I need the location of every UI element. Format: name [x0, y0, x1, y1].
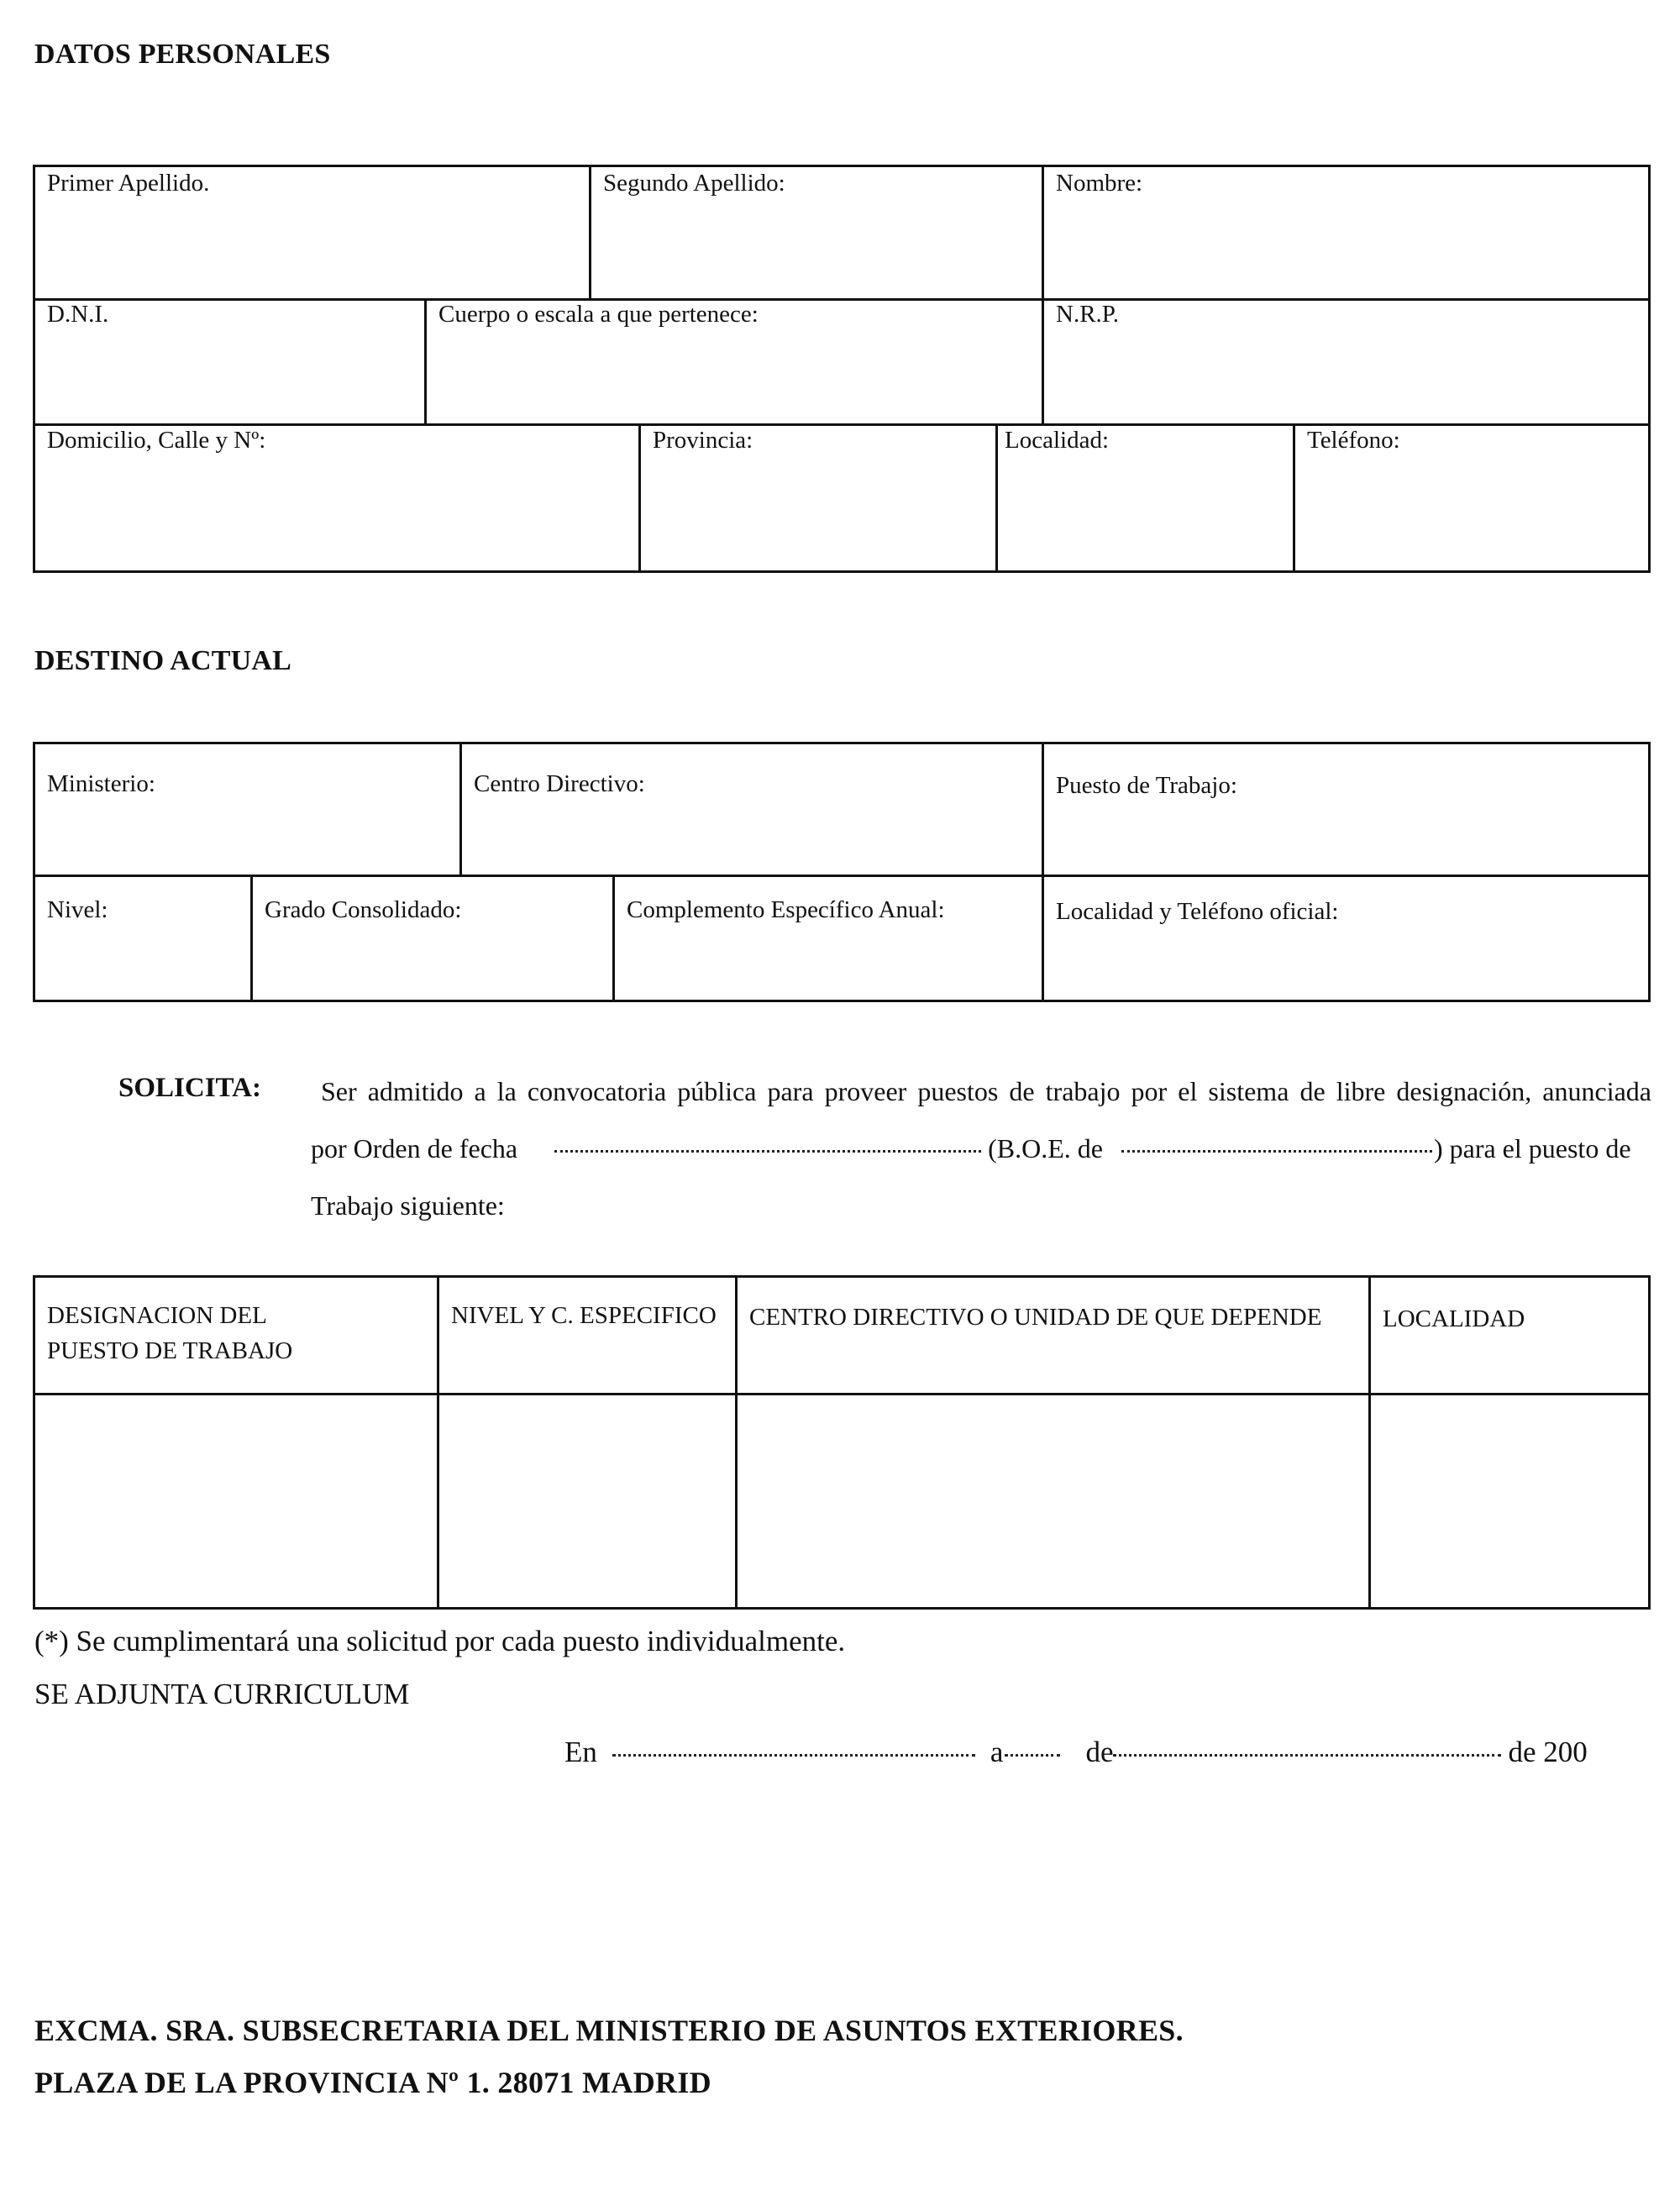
date-year-label: de 200: [1508, 1736, 1588, 1768]
field-telefono[interactable]: Teléfono:: [1307, 427, 1400, 454]
header-designacion: [35, 1298, 292, 1368]
field-dni[interactable]: D.N.I.: [47, 301, 109, 328]
section-title-destino: DESTINO ACTUAL: [34, 645, 292, 676]
field-ministerio[interactable]: Ministerio:: [47, 770, 155, 797]
field-localidad-telefono-oficial[interactable]: Localidad y Teléfono oficial:: [1056, 898, 1339, 925]
solicita-paragraph: [311, 1063, 1651, 1234]
field-centro-directivo[interactable]: Centro Directivo:: [474, 770, 645, 797]
orden-fecha-blank[interactable]: [554, 1150, 981, 1153]
section-title-personal: DATOS PERSONALES: [34, 39, 331, 70]
field-provincia[interactable]: Provincia:: [653, 427, 753, 454]
destino-table: [33, 742, 1651, 1002]
field-primer-apellido[interactable]: Primer Apellido.: [47, 170, 210, 197]
field-cuerpo-escala[interactable]: Cuerpo o escala a que pertenece:: [438, 301, 759, 328]
date-de-label: de: [1085, 1736, 1114, 1768]
field-nivel[interactable]: Nivel:: [47, 896, 108, 923]
field-puesto-trabajo[interactable]: Puesto de Trabajo:: [1056, 772, 1237, 799]
puesto-solicitado-table: [33, 1275, 1651, 1610]
footnote: (*) Se cumplimentará una solicitud por cada puesto individualmente.: [34, 1625, 846, 1657]
date-a-label: a: [990, 1736, 1004, 1768]
field-grado-consolidado[interactable]: Grado Consolidado:: [265, 896, 462, 923]
solicita-line-3: Trabajo siguiente:: [311, 1190, 505, 1221]
solicita-line-2: [311, 1120, 1651, 1177]
date-place-blank[interactable]: [612, 1754, 975, 1757]
field-localidad[interactable]: Localidad:: [1005, 427, 1110, 454]
header-designacion-line-1: DESIGNACION DEL: [47, 1302, 267, 1329]
orden-fecha-label: por Orden de fecha: [311, 1133, 518, 1163]
input-designacion[interactable]: [35, 1395, 437, 1607]
field-complemento-especifico[interactable]: Complemento Específico Anual:: [627, 896, 945, 923]
date-line: [564, 1736, 1588, 1769]
personal-data-table: [33, 165, 1651, 573]
field-segundo-apellido[interactable]: Segundo Apellido:: [603, 170, 785, 197]
solicita-label: SOLICITA:: [118, 1073, 261, 1103]
solicita-line-1: Ser admitido a la convocatoria pública para proveer puestos de trabajo por el sistema de libre designación, anunciada: [321, 1076, 1651, 1106]
header-localidad: LOCALIDAD: [1383, 1305, 1525, 1332]
input-localidad[interactable]: [1371, 1395, 1648, 1607]
date-day-blank[interactable]: [1005, 1754, 1060, 1757]
puesto-de-label: ) para el puesto de: [1433, 1133, 1631, 1163]
field-nombre[interactable]: Nombre:: [1056, 170, 1143, 197]
boe-fecha-blank[interactable]: [1121, 1150, 1432, 1153]
date-month-blank[interactable]: [1113, 1754, 1501, 1757]
field-nrp[interactable]: N.R.P.: [1056, 301, 1119, 328]
date-en-label: En: [564, 1736, 597, 1768]
header-centro-directivo: CENTRO DIRECTIVO O UNIDAD DE QUE DEPENDE: [749, 1304, 1322, 1331]
addressee-line-1: EXCMA. SRA. SUBSECRETARIA DEL MINISTERIO DE ASUNTOS EXTERIORES.: [34, 2014, 1184, 2047]
adjunta-curriculum: SE ADJUNTA CURRICULUM: [34, 1678, 410, 1710]
header-nivel-c-especifico: NIVEL Y C. ESPECIFICO: [451, 1302, 717, 1329]
addressee-line-2: PLAZA DE LA PROVINCIA Nº 1. 28071 MADRID: [34, 2066, 711, 2099]
input-nivel-c-especifico[interactable]: [439, 1395, 735, 1607]
header-designacion-line-2: PUESTO DE TRABAJO: [47, 1337, 293, 1365]
input-centro-directivo[interactable]: [738, 1395, 1368, 1607]
field-domicilio[interactable]: Domicilio, Calle y Nº:: [47, 427, 266, 454]
boe-label: (B.O.E. de: [988, 1133, 1103, 1163]
